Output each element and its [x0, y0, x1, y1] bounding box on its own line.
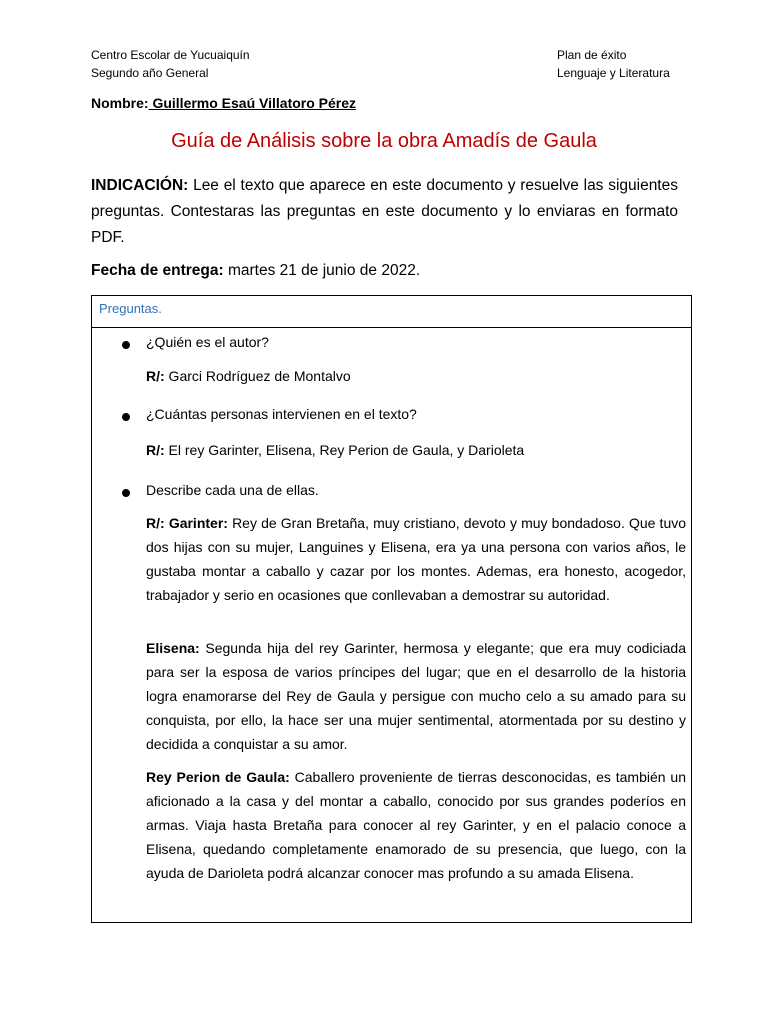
- questions-table: [91, 295, 692, 923]
- instructions-paragraph: [91, 173, 678, 251]
- bullet-icon: [122, 341, 130, 349]
- answer-value: El rey Garinter, Elisena, Rey Perion de Gaula, y Darioleta: [164, 442, 525, 458]
- instructions-text: Lee el texto que aparece en este documento y resuelve las siguientes preguntas. Contestaras las preguntas en este documento y lo enviaras en formato PDF.: [91, 177, 678, 246]
- answer-value: Garci Rodríguez de Montalvo: [164, 368, 351, 384]
- document-title: Guía de Análisis sobre la obra Amadís de Gaula: [171, 130, 597, 152]
- answer-label: R/:: [146, 515, 165, 531]
- student-name-value: Guillermo Esaú Villatoro Pérez: [148, 95, 357, 111]
- description-perion: [146, 765, 686, 885]
- answer-label: R/:: [146, 442, 165, 458]
- answer-text: [146, 438, 686, 462]
- description-garinter: [146, 511, 686, 607]
- subject-name: Lenguaje y Literatura: [557, 66, 670, 80]
- character-name: Garinter:: [168, 515, 228, 531]
- character-description: Rey de Gran Bretaña, muy cristiano, devoto y muy bondadoso. Que tuvo dos hijas con su mujer, Languines y Elisena, era ya una persona con varios años, le gustaba montar a caballo y cazar por los montes. Ademas, era honesto, acogedor, trabajador y serio en ocasiones que conllevaban a demostrar su autoridad.: [146, 515, 687, 603]
- instructions-label: INDICACIÓN:: [91, 177, 189, 194]
- description-elisena: [146, 636, 686, 756]
- student-name-line: [91, 95, 356, 111]
- character-name: Elisena:: [146, 640, 200, 656]
- due-date-text: martes 21 de junio de 2022.: [223, 262, 421, 279]
- grade-name: Segundo año General: [91, 66, 209, 80]
- question-text: ¿Quién es el autor?: [146, 334, 269, 350]
- question-text: Describe cada una de ellas.: [146, 482, 319, 498]
- plan-name: Plan de éxito: [557, 48, 627, 62]
- student-name-label: Nombre:: [91, 95, 149, 111]
- school-name: Centro Escolar de Yucuaiquín: [91, 48, 250, 62]
- character-description: Segunda hija del rey Garinter, hermosa y elegante; que era muy codiciada para ser la esposa de varios príncipes del lugar; que en el desarrollo de la historia logra enamorarse del Rey de Gaula y persigue con mucho celo a su amado para su conquista, por ello, la hace ser una mujer sentimental, atormentada por su destino y decidida a conquistar a su amor.: [146, 640, 686, 752]
- header-left: [91, 46, 250, 82]
- bullet-icon: [122, 413, 130, 421]
- answer-label: R/:: [146, 368, 165, 384]
- header-right: [557, 46, 670, 82]
- character-description: Caballero proveniente de tierras desconocidas, es también un aficionado a la casa y del montar a caballo, conocido por sus grandes poderíos en armas. Viaja hasta Bretaña para conocer al rey Garinter, y en el palacio conoce a Elisena, quedando completamente enamorado de su presencia, que luego, con la ayuda de Darioleta podrá alcanzar conocer mas profundo a su amada Elisena.: [146, 769, 686, 881]
- question-text: ¿Cuántas personas intervienen en el texto?: [146, 406, 417, 422]
- answer-text: [146, 364, 686, 388]
- due-date-line: [91, 262, 420, 280]
- character-name: Rey Perion de Gaula:: [146, 769, 290, 785]
- questions-table-header: Preguntas.: [92, 296, 691, 328]
- bullet-icon: [122, 489, 130, 497]
- due-date-label: Fecha de entrega:: [91, 262, 224, 279]
